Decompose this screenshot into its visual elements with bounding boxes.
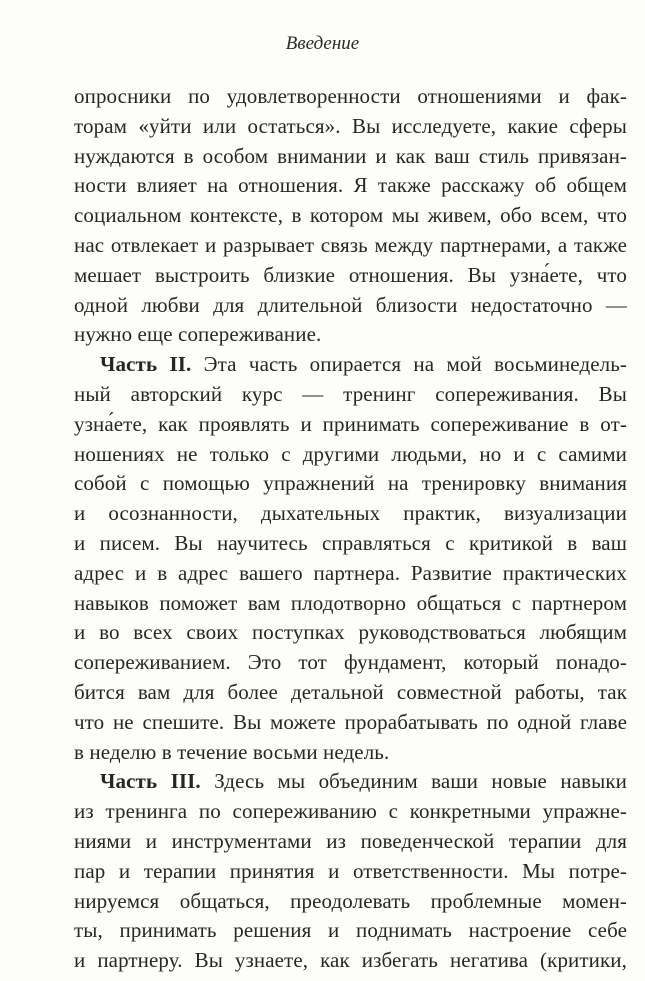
text-line: нуждаются в особом внимании и как ваш стиль привязан- — [74, 143, 627, 168]
text-line: пар и терапии принятия и ответственности. Мы потре- — [74, 858, 627, 883]
text-run: Здесь мы объединим ваши новые навыки — [200, 769, 627, 794]
text-line: ности влияет на отношения. Я также расскажу об общем — [74, 173, 627, 198]
text-line: торам «уйти или остаться». Вы исследуете, какие сферы — [74, 113, 627, 138]
text-line: ниями и инструментами из поведенческой терапии для — [74, 828, 627, 853]
text-line: мешает выстроить близкие отношения. Вы узна́ете, что — [74, 262, 627, 287]
text-line: ты, принимать решения и поднимать настроение себе — [74, 918, 627, 943]
text-line: социальном контексте, в котором мы живем, обо всем, что — [74, 203, 627, 228]
text-line: ношениях не только с другими людьми, но и с самими — [74, 441, 627, 466]
text-line: нируемся общаться, преодолевать проблемные момен- — [74, 888, 627, 913]
running-header: Введение — [285, 33, 360, 54]
text-line — [74, 767, 627, 797]
text-line: ный авторский курс — тренинг сопереживания. Вы — [74, 381, 627, 406]
text-line: одной любви для длительной близости недостаточно — — [74, 292, 627, 317]
text-run: Эта часть опирается на мой восьминедель- — [191, 352, 627, 377]
part-2-heading: Часть II. — [100, 352, 192, 377]
text-line: опросники по удовлетворенности отношениями и фак- — [74, 84, 627, 108]
text-line: из тренинга по сопереживанию с конкретными упражне- — [74, 799, 627, 824]
text-line: узна́ете, как проявлять и принимать сопереживание в от- — [74, 411, 627, 436]
text-line: в неделю в течение восьми недель. — [74, 739, 390, 764]
text-line: нужно еще сопереживание. — [74, 322, 322, 347]
text-line — [74, 350, 627, 380]
text-line: и партнеру. Вы узнаете, как избегать негатива (критики, — [74, 948, 627, 973]
text-line: нас отвлекает и разрывает связь между партнерами, а также — [74, 232, 627, 257]
page-body — [74, 82, 627, 976]
text-line: бится вам для более детальной совместной работы, так — [74, 679, 627, 704]
text-line: что не спешите. Вы можете прорабатывать по одной главе — [74, 709, 627, 734]
text-line: навыков поможет вам плодотворно общаться с партнером — [74, 590, 627, 615]
text-line: и писем. Вы научитесь справляться с критикой в ваш — [74, 530, 627, 555]
part-3-heading: Часть III. — [100, 769, 201, 794]
text-line: адрес и в адрес вашего партнера. Развитие практических — [74, 560, 627, 585]
text-line: и осознанности, дыхательных практик, визуализации — [74, 501, 627, 526]
text-line: сопереживанием. Это тот фундамент, который понадо- — [74, 650, 627, 675]
text-line: и во всех своих поступках руководствоваться любящим — [74, 620, 627, 645]
text-line: собой с помощью упражнений на тренировку внимания — [74, 471, 627, 496]
